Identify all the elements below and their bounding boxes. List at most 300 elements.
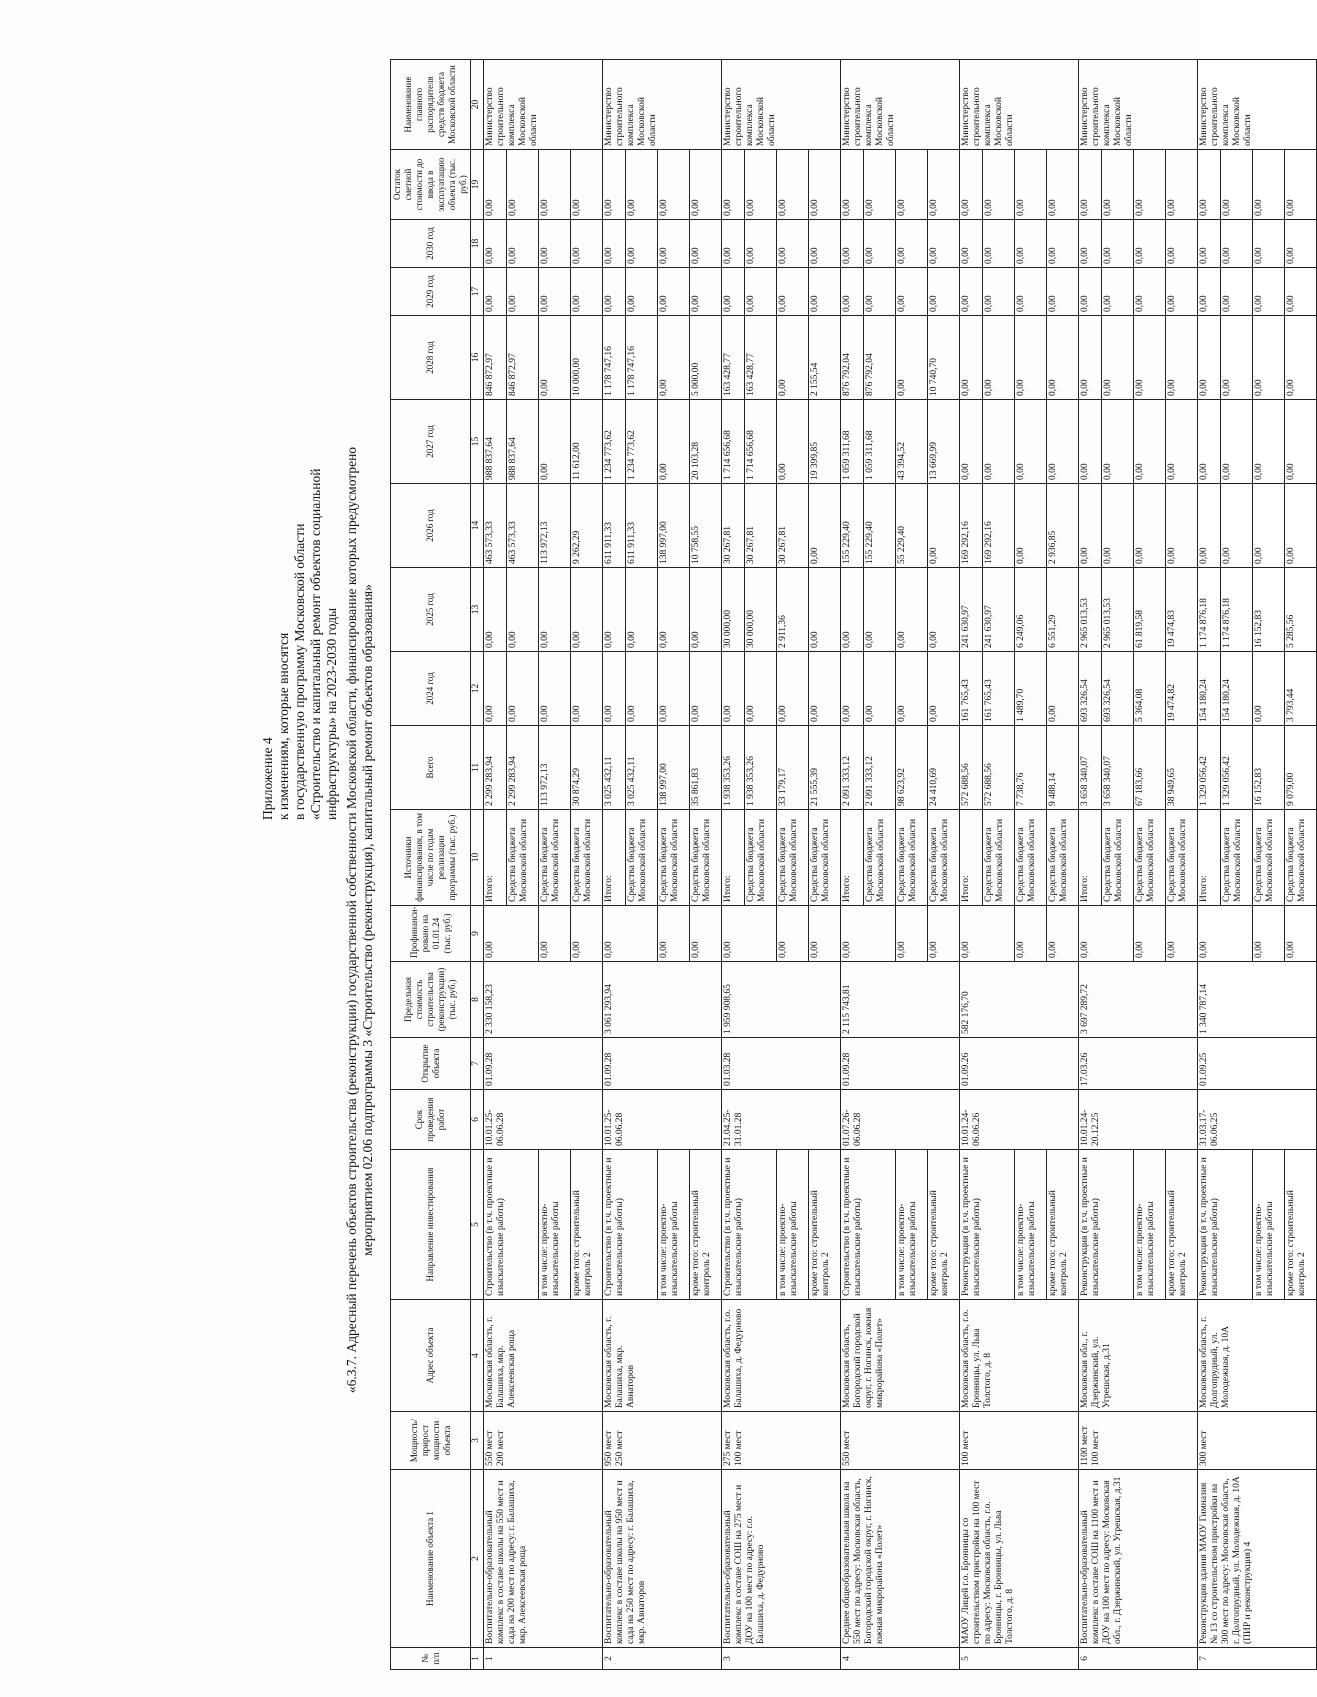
funding-source: Средства бюджета Московской области <box>1102 810 1134 906</box>
amount-cell: 1 714 656,68 <box>745 400 777 484</box>
amount-cell: 0,00 <box>1102 316 1134 400</box>
amount-cell: 138 997,00 <box>658 726 690 810</box>
investment-direction: в том числе: проектно-изыскательские работы <box>658 1150 690 1300</box>
amount-cell: 3 025 432,11 <box>626 726 658 810</box>
amount-cell: 0,00 <box>690 150 722 220</box>
amount-cell: 154 180,24 <box>1221 652 1253 726</box>
amount-cell: 0,00 <box>626 568 658 652</box>
amount-cell: 138 997,00 <box>658 484 690 568</box>
amount-cell: 19 474,82 <box>1166 652 1198 726</box>
amount-cell: 0,00 <box>960 400 983 484</box>
amount-cell: 1 059 311,68 <box>864 400 896 484</box>
ministry-cell: Министерство строительного комплекса Московской области <box>722 60 841 150</box>
column-number: 19 <box>471 150 484 220</box>
amount-cell: 1 234 773,62 <box>603 400 626 484</box>
amount-cell: 0,00 <box>1047 268 1079 316</box>
limit-cost: 3 697 289,72 <box>1079 962 1198 1038</box>
amount-cell: 9 488,14 <box>1047 726 1079 810</box>
amount-cell: 1 174 876,18 <box>1198 568 1221 652</box>
amount-cell: 1 489,70 <box>1015 652 1047 726</box>
col-header-2024: 2024 год <box>391 652 471 726</box>
amount-cell: 988 837,64 <box>484 400 507 484</box>
table-row <box>841 60 864 1670</box>
ministry-cell: Министерство строительного комплекса Московской области <box>603 60 722 150</box>
amount-cell: 0,00 <box>1102 150 1134 220</box>
financed-amount: 0,00 <box>1166 906 1198 962</box>
funding-source: Средства бюджета Московской области <box>864 810 896 906</box>
amount-cell: 0,00 <box>722 150 745 220</box>
amount-cell: 0,00 <box>1285 220 1317 268</box>
amount-cell: 11 612,00 <box>571 400 603 484</box>
investment-direction: Строительство (в т.ч. проектные и изыскательские работы) <box>484 1150 539 1300</box>
amount-cell: 9 079,00 <box>1285 726 1317 810</box>
work-period: 01.07.26-06.06.28 <box>841 1090 960 1150</box>
limit-cost: 582 176,70 <box>960 962 1079 1038</box>
amount-cell: 0,00 <box>603 268 626 316</box>
amount-cell: 0,00 <box>626 220 658 268</box>
object-address: Московская область, г.о. Бронницы, ул. Льва Толстого, д. 8 <box>960 1300 1079 1412</box>
amount-cell: 0,00 <box>896 268 928 316</box>
amount-cell: 113 972,13 <box>539 484 571 568</box>
funding-source: Итого: <box>1079 810 1102 906</box>
funding-source: Средства бюджета Московской области <box>626 810 658 906</box>
amount-cell: 0,00 <box>484 150 507 220</box>
amount-cell: 0,00 <box>1015 268 1047 316</box>
financed-amount: 0,00 <box>1134 906 1166 962</box>
amount-cell: 0,00 <box>896 316 928 400</box>
investment-direction: Строительство (в т.ч. проектные и изыскательские работы) <box>603 1150 658 1300</box>
amount-cell: 0,00 <box>658 220 690 268</box>
investment-direction: Реконструкция (в т.ч. проектные и изыскательские работы) <box>1079 1150 1134 1300</box>
object-opening: 01.09.28 <box>603 1038 722 1090</box>
work-period: 21.04.25-31.01.28 <box>722 1090 841 1150</box>
amount-cell: 0,00 <box>1015 220 1047 268</box>
amount-cell: 0,00 <box>571 652 603 726</box>
amount-cell: 0,00 <box>1015 400 1047 484</box>
amount-cell: 0,00 <box>1047 316 1079 400</box>
column-number: 10 <box>471 810 484 906</box>
investment-direction: Строительство (в т.ч. проектные и изыскательские работы) <box>841 1150 896 1300</box>
amount-cell: 5 285,56 <box>1285 568 1317 652</box>
amount-cell: 5 364,08 <box>1134 652 1166 726</box>
object-capacity: 1100 мест 100 мест <box>1079 1412 1198 1470</box>
object-opening: 17.03.26 <box>1079 1038 1198 1090</box>
amount-cell: 0,00 <box>658 316 690 400</box>
amount-cell: 0,00 <box>626 268 658 316</box>
funding-source: Итого: <box>1198 810 1221 906</box>
investment-direction: кроме того: строительный контроль 2 <box>809 1150 841 1300</box>
funding-source: Средства бюджета Московской области <box>983 810 1015 906</box>
amount-cell: 0,00 <box>1221 484 1253 568</box>
amount-cell: 988 837,64 <box>507 400 539 484</box>
funding-source: Средства бюджета Московской области <box>896 810 928 906</box>
amount-cell: 0,00 <box>690 220 722 268</box>
amount-cell: 19 399,85 <box>809 400 841 484</box>
funding-source: Средства бюджета Московской области <box>1047 810 1079 906</box>
ministry-cell: Министерство строительного комплекса Московской области <box>960 60 1079 150</box>
object-capacity: 550 мест <box>841 1412 960 1470</box>
amount-cell: 0,00 <box>539 268 571 316</box>
amount-cell: 61 819,58 <box>1134 568 1166 652</box>
object-name: Воспитательно-образовательный комплекс в составе СОШ на 275 мест и ДОУ на 100 мест по адресу: г.о. Балашиха, д. Федурново <box>722 1470 841 1648</box>
amount-cell: 19 474,83 <box>1166 568 1198 652</box>
table-row <box>603 60 626 1670</box>
amount-cell: 0,00 <box>603 220 626 268</box>
amount-cell: 0,00 <box>690 268 722 316</box>
amount-cell: 2 936,85 <box>1047 484 1079 568</box>
amount-cell: 0,00 <box>484 220 507 268</box>
object-address: Московская область, г. Долгопрудный, ул. Молодежная, д. 10А <box>1198 1300 1317 1412</box>
funding-source: Средства бюджета Московской области <box>658 810 690 906</box>
object-number: 5 <box>960 1648 1079 1670</box>
amount-cell: 0,00 <box>777 268 809 316</box>
financed-amount: 0,00 <box>722 906 777 962</box>
col-header-sources: Источники финансирования, в том числе по годам реализации программы (тыс. руб.) <box>391 810 471 906</box>
funding-source: Средства бюджета Московской области <box>777 810 809 906</box>
financed-amount: 0,00 <box>1198 906 1253 962</box>
amount-cell: 0,00 <box>1166 220 1198 268</box>
amount-cell: 1 329 056,42 <box>1198 726 1221 810</box>
amount-cell: 0,00 <box>603 150 626 220</box>
ministry-cell: Министерство строительного комплекса Московской области <box>1198 60 1317 150</box>
amount-cell: 38 949,65 <box>1166 726 1198 810</box>
address-list-table <box>390 59 1317 1670</box>
object-address: Московская область, Богородский городской округ, г. Ногинск, южная микрорайона «Полет» <box>841 1300 960 1412</box>
financed-amount: 0,00 <box>484 906 539 962</box>
amount-cell: 0,00 <box>722 268 745 316</box>
investment-direction: кроме того: строительный контроль 2 <box>571 1150 603 1300</box>
financed-amount: 0,00 <box>960 906 1015 962</box>
rotated-content <box>260 60 1307 1680</box>
amount-cell: 3 658 340,07 <box>1079 726 1102 810</box>
amount-cell: 1 059 311,68 <box>841 400 864 484</box>
investment-direction: Реконструкция (в т.ч. проектные и изыскательские работы) <box>1198 1150 1253 1300</box>
col-header-2025: 2025 год <box>391 568 471 652</box>
financed-amount: 0,00 <box>1079 906 1134 962</box>
amount-cell: 0,00 <box>571 268 603 316</box>
amount-cell: 0,00 <box>484 268 507 316</box>
amount-cell: 0,00 <box>1221 268 1253 316</box>
amount-cell: 161 765,43 <box>983 652 1015 726</box>
funding-source: Средства бюджета Московской области <box>1166 810 1198 906</box>
appendix-line: Приложение 4 <box>260 737 275 820</box>
amount-cell: 0,00 <box>1253 150 1285 220</box>
amount-cell: 0,00 <box>960 316 983 400</box>
amount-cell: 30 267,81 <box>722 484 745 568</box>
column-number: 5 <box>471 1150 484 1300</box>
funding-source: Средства бюджета Московской области <box>745 810 777 906</box>
investment-direction: Реконструкция (в т.ч. проектные и изыскательские работы) <box>960 1150 1015 1300</box>
funding-source: Средства бюджета Московской области <box>1134 810 1166 906</box>
amount-cell: 0,00 <box>1198 400 1221 484</box>
object-name: Воспитательно-образовательный комплекс в составе школы на 950 мест и сада на 250 мест по адресу: г. Балашиха, мкр. Авиаторов <box>603 1470 722 1648</box>
amount-cell: 155 229,40 <box>864 484 896 568</box>
amount-cell: 0,00 <box>1285 268 1317 316</box>
investment-direction: в том числе: проектно-изыскательские работы <box>896 1150 928 1300</box>
object-opening: 01.09.28 <box>484 1038 603 1090</box>
object-capacity: 275 мест 100 мест <box>722 1412 841 1470</box>
amount-cell: 0,00 <box>1015 484 1047 568</box>
amount-cell: 0,00 <box>841 220 864 268</box>
amount-cell: 9 262,29 <box>571 484 603 568</box>
amount-cell: 0,00 <box>1079 316 1102 400</box>
object-opening: 01.09.25 <box>1198 1038 1317 1090</box>
document-title <box>344 220 376 1620</box>
column-number: 9 <box>471 906 484 962</box>
financed-amount: 0,00 <box>777 906 809 962</box>
amount-cell: 30 000,00 <box>722 568 745 652</box>
object-name: МАОУ Лицей г.о. Бронницы со строительством пристройки на 100 мест по адресу: Московская область, г.о. Бронницы, г. Бронницы, ул. Льва Толстого, д. 8 <box>960 1470 1079 1648</box>
amount-cell: 0,00 <box>864 268 896 316</box>
amount-cell: 161 765,43 <box>960 652 983 726</box>
amount-cell: 0,00 <box>626 652 658 726</box>
object-address: Московская область, г.о. Балашиха, д. Федурново <box>722 1300 841 1412</box>
amount-cell: 7 738,76 <box>1015 726 1047 810</box>
amount-cell: 0,00 <box>864 150 896 220</box>
object-address: Московская область, г. Балашиха, мкр. Алексеевская роща <box>484 1300 603 1412</box>
column-number: 6 <box>471 1090 484 1150</box>
amount-cell: 0,00 <box>1134 268 1166 316</box>
funding-source: Средства бюджета Московской области <box>1253 810 1285 906</box>
amount-cell: 463 573,33 <box>484 484 507 568</box>
amount-cell: 0,00 <box>507 150 539 220</box>
amount-cell: 10 740,70 <box>928 316 960 400</box>
column-number: 17 <box>471 268 484 316</box>
amount-cell: 0,00 <box>983 220 1015 268</box>
amount-cell: 0,00 <box>1253 400 1285 484</box>
funding-source: Итого: <box>484 810 507 906</box>
amount-cell: 35 861,83 <box>690 726 722 810</box>
amount-cell: 0,00 <box>1102 220 1134 268</box>
column-number: 8 <box>471 962 484 1038</box>
amount-cell: 1 714 656,68 <box>722 400 745 484</box>
amount-cell: 30 874,29 <box>571 726 603 810</box>
object-opening: 01.09.26 <box>960 1038 1079 1090</box>
amount-cell: 0,00 <box>1285 484 1317 568</box>
amount-cell: 241 630,97 <box>960 568 983 652</box>
funding-source: Средства бюджета Московской области <box>507 810 539 906</box>
amount-cell: 0,00 <box>539 150 571 220</box>
amount-cell: 0,00 <box>745 652 777 726</box>
amount-cell: 876 792,04 <box>841 316 864 400</box>
amount-cell: 0,00 <box>1079 150 1102 220</box>
funding-source: Средства бюджета Московской области <box>690 810 722 906</box>
amount-cell: 0,00 <box>658 400 690 484</box>
amount-cell: 0,00 <box>864 652 896 726</box>
amount-cell: 693 326,54 <box>1079 652 1102 726</box>
funding-source: Средства бюджета Московской области <box>928 810 960 906</box>
amount-cell: 16 152,83 <box>1253 568 1285 652</box>
table-row <box>960 60 983 1670</box>
amount-cell: 0,00 <box>1047 400 1079 484</box>
amount-cell: 611 911,33 <box>626 484 658 568</box>
col-header-2030: 2030 год <box>391 220 471 268</box>
amount-cell: 1 178 747,16 <box>603 316 626 400</box>
limit-cost: 1 959 908,65 <box>722 962 841 1038</box>
funding-source: Средства бюджета Московской области <box>1015 810 1047 906</box>
investment-direction: кроме того: строительный контроль 2 <box>1285 1150 1317 1300</box>
amount-cell: 0,00 <box>507 268 539 316</box>
amount-cell: 0,00 <box>1102 484 1134 568</box>
amount-cell: 0,00 <box>864 568 896 652</box>
funding-source: Итого: <box>841 810 864 906</box>
column-number: 18 <box>471 220 484 268</box>
amount-cell: 0,00 <box>690 652 722 726</box>
amount-cell: 0,00 <box>1047 150 1079 220</box>
amount-cell: 0,00 <box>745 220 777 268</box>
amount-cell: 0,00 <box>507 652 539 726</box>
table-header-row <box>391 60 471 1670</box>
col-header-remainder: Остаток сметной стоимости до ввода в эксплуатацию объекта (тыс. руб.) <box>391 150 471 220</box>
amount-cell: 0,00 <box>1166 316 1198 400</box>
amount-cell: 0,00 <box>1253 484 1285 568</box>
funding-source: Средства бюджета Московской области <box>1221 810 1253 906</box>
amount-cell: 43 394,52 <box>896 400 928 484</box>
amount-cell: 98 623,92 <box>896 726 928 810</box>
amount-cell: 0,00 <box>1079 484 1102 568</box>
amount-cell: 30 267,81 <box>745 484 777 568</box>
financed-amount: 0,00 <box>841 906 896 962</box>
col-header-capacity: Мощность/ прирост мощности объекта <box>391 1412 471 1470</box>
amount-cell: 2 299 283,94 <box>484 726 507 810</box>
amount-cell: 0,00 <box>777 150 809 220</box>
amount-cell: 1 178 747,16 <box>626 316 658 400</box>
financed-amount: 0,00 <box>603 906 658 962</box>
amount-cell: 0,00 <box>1079 220 1102 268</box>
amount-cell: 0,00 <box>1079 400 1102 484</box>
amount-cell: 611 911,33 <box>603 484 626 568</box>
amount-cell: 0,00 <box>539 316 571 400</box>
financed-amount: 0,00 <box>1253 906 1285 962</box>
amount-cell: 0,00 <box>484 568 507 652</box>
investment-direction: в том числе: проектно-изыскательские работы <box>1015 1150 1047 1300</box>
financed-amount: 0,00 <box>658 906 690 962</box>
table-body <box>484 60 1317 1670</box>
amount-cell: 0,00 <box>690 568 722 652</box>
col-header-num: № п/п <box>391 1648 471 1670</box>
amount-cell: 572 688,56 <box>960 726 983 810</box>
column-number: 13 <box>471 568 484 652</box>
amount-cell: 0,00 <box>1015 316 1047 400</box>
amount-cell: 0,00 <box>896 220 928 268</box>
investment-direction: кроме того: строительный контроль 2 <box>1047 1150 1079 1300</box>
funding-source: Средства бюджета Московской области <box>571 810 603 906</box>
title-line: мероприятием 02.06 подпрограммы 3 «Строительство (реконструкция), капитальный ремонт объектов образования» <box>360 584 375 1256</box>
amount-cell: 0,00 <box>1221 150 1253 220</box>
amount-cell: 0,00 <box>809 484 841 568</box>
amount-cell: 0,00 <box>1166 268 1198 316</box>
amount-cell: 0,00 <box>777 316 809 400</box>
table-row <box>1198 60 1221 1670</box>
amount-cell: 1 174 876,18 <box>1221 568 1253 652</box>
amount-cell: 2 091 333,12 <box>864 726 896 810</box>
investment-direction: кроме того: строительный контроль 2 <box>928 1150 960 1300</box>
amount-cell: 55 229,40 <box>896 484 928 568</box>
amount-cell: 0,00 <box>1198 316 1221 400</box>
col-header-address: Адрес объекта <box>391 1300 471 1412</box>
object-capacity: 100 мест <box>960 1412 1079 1470</box>
amount-cell: 0,00 <box>777 220 809 268</box>
appendix-line: к изменениям, которые вносятся <box>276 632 291 820</box>
amount-cell: 10 758,55 <box>690 484 722 568</box>
col-header-period: Срок проведения работ <box>391 1090 471 1150</box>
amount-cell: 1 329 056,42 <box>1221 726 1253 810</box>
amount-cell: 0,00 <box>722 652 745 726</box>
investment-direction: в том числе: проектно-изыскательские работы <box>1134 1150 1166 1300</box>
amount-cell: 241 630,97 <box>983 568 1015 652</box>
amount-cell: 0,00 <box>658 568 690 652</box>
column-number: 15 <box>471 400 484 484</box>
ministry-cell: Министерство строительного комплекса Московской области <box>841 60 960 150</box>
amount-cell: 0,00 <box>539 652 571 726</box>
work-period: 10.01.25-06.06.28 <box>603 1090 722 1150</box>
amount-cell: 0,00 <box>841 652 864 726</box>
col-header-name: Наименование объекта 1 <box>391 1470 471 1648</box>
amount-cell: 0,00 <box>928 150 960 220</box>
amount-cell: 0,00 <box>1198 220 1221 268</box>
amount-cell: 0,00 <box>1221 220 1253 268</box>
amount-cell: 0,00 <box>777 400 809 484</box>
amount-cell: 67 183,66 <box>1134 726 1166 810</box>
amount-cell: 0,00 <box>571 220 603 268</box>
amount-cell: 693 326,54 <box>1102 652 1134 726</box>
amount-cell: 6 249,06 <box>1015 568 1047 652</box>
amount-cell: 0,00 <box>745 150 777 220</box>
amount-cell: 2 299 283,94 <box>507 726 539 810</box>
amount-cell: 0,00 <box>1102 400 1134 484</box>
amount-cell: 1 938 353,26 <box>745 726 777 810</box>
investment-direction: кроме того: строительный контроль 2 <box>1166 1150 1198 1300</box>
amount-cell: 2 091 333,12 <box>841 726 864 810</box>
col-header-2028: 2028 год <box>391 316 471 400</box>
column-number-row <box>471 60 484 1670</box>
financed-amount: 0,00 <box>571 906 603 962</box>
funding-source: Средства бюджета Московской области <box>1285 810 1317 906</box>
amount-cell: 0,00 <box>539 220 571 268</box>
ministry-cell: Министерство строительного комплекса Московской области <box>1079 60 1198 150</box>
object-name: Реконструкция здания МАОУ Гимназия № 13 со строительством пристройки на 300 мест по адресу: Московская область, г. Долгопрудный, ул. Молодежная, д. 10А (ПИР и реконструкция) 4 <box>1198 1470 1317 1648</box>
amount-cell: 13 669,99 <box>928 400 960 484</box>
col-header-ministry: Наименование главного распорядителя средств бюджета Московской области <box>391 60 471 150</box>
object-name: Воспитательно-образовательный комплекс в составе школы на 550 мест и сада на 200 мест по адресу: г. Балашиха, мкр. Алексеевская роща <box>484 1470 603 1648</box>
amount-cell: 0,00 <box>539 568 571 652</box>
amount-cell: 0,00 <box>960 220 983 268</box>
amount-cell: 24 410,69 <box>928 726 960 810</box>
amount-cell: 5 000,00 <box>690 316 722 400</box>
amount-cell: 0,00 <box>983 268 1015 316</box>
object-address: Московская область, г. Балашиха, мкр. Авиаторов <box>603 1300 722 1412</box>
col-header-financed: Профинанси-ровано на 01.01.24 (тыс. руб.) <box>391 906 471 962</box>
amount-cell: 0,00 <box>928 568 960 652</box>
amount-cell: 0,00 <box>658 268 690 316</box>
col-header-2027: 2027 год <box>391 400 471 484</box>
amount-cell: 0,00 <box>1198 268 1221 316</box>
object-name: Воспитательно-образовательный комплекс в составе СОШ на 1100 мест и ДОУ на 100 мест по адресу: Московская обл., г. Дзержинский, ул. Угрешская, д.31 <box>1079 1470 1198 1648</box>
amount-cell: 33 179,17 <box>777 726 809 810</box>
object-number: 7 <box>1198 1648 1317 1670</box>
amount-cell: 0,00 <box>1253 268 1285 316</box>
amount-cell: 0,00 <box>983 316 1015 400</box>
amount-cell: 0,00 <box>658 150 690 220</box>
amount-cell: 2 911,36 <box>777 568 809 652</box>
financed-amount: 0,00 <box>896 906 928 962</box>
amount-cell: 0,00 <box>745 268 777 316</box>
appendix-line: в государственную программу Московской области <box>292 523 307 820</box>
column-number: 2 <box>471 1470 484 1648</box>
amount-cell: 0,00 <box>507 220 539 268</box>
column-number: 20 <box>471 60 484 150</box>
amount-cell: 0,00 <box>1047 220 1079 268</box>
